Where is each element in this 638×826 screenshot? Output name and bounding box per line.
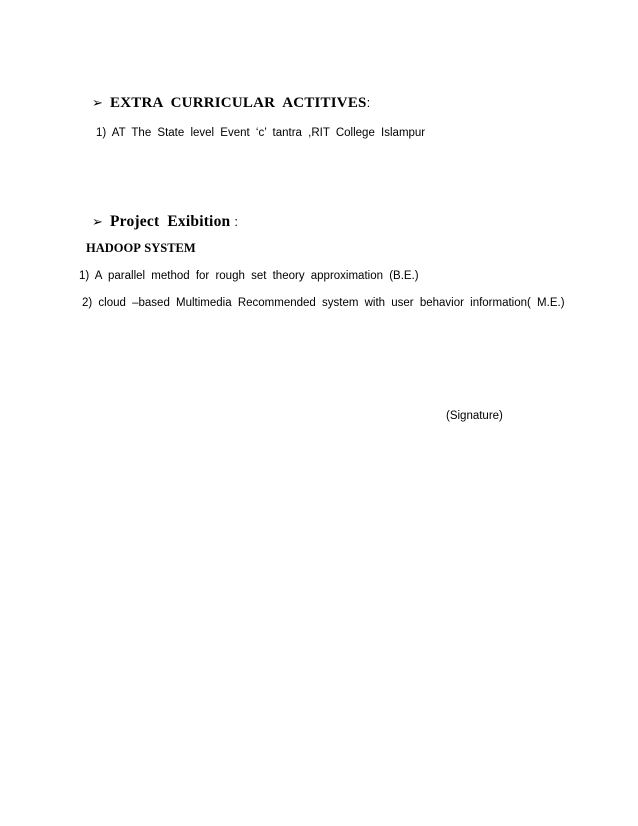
project-item-1: 1) A parallel method for rough set theory approximation (B.E.) xyxy=(79,270,419,282)
extra-curricular-colon: : xyxy=(366,95,371,110)
project-exhibition-title: Project Exibition xyxy=(110,213,231,230)
project-exhibition-colon: : xyxy=(234,214,239,229)
extra-curricular-heading xyxy=(92,95,370,112)
project-item-2: 2) cloud –based Multimedia Recommended system with user behavior information( M.E.) xyxy=(82,297,565,309)
arrow-bullet-icon: ➢ xyxy=(92,96,104,111)
arrow-bullet-icon: ➢ xyxy=(92,215,104,230)
extra-curricular-title: EXTRA CURRICULAR ACTITIVES xyxy=(110,95,367,111)
extra-curricular-item-1: 1) AT The State level Event ‘c’ tantra ,RIT College Islampur xyxy=(96,127,426,139)
signature-label: (Signature) xyxy=(446,410,503,422)
project-exhibition-heading xyxy=(92,213,238,231)
project-subtitle: HADOOP SYSTEM xyxy=(86,241,196,255)
